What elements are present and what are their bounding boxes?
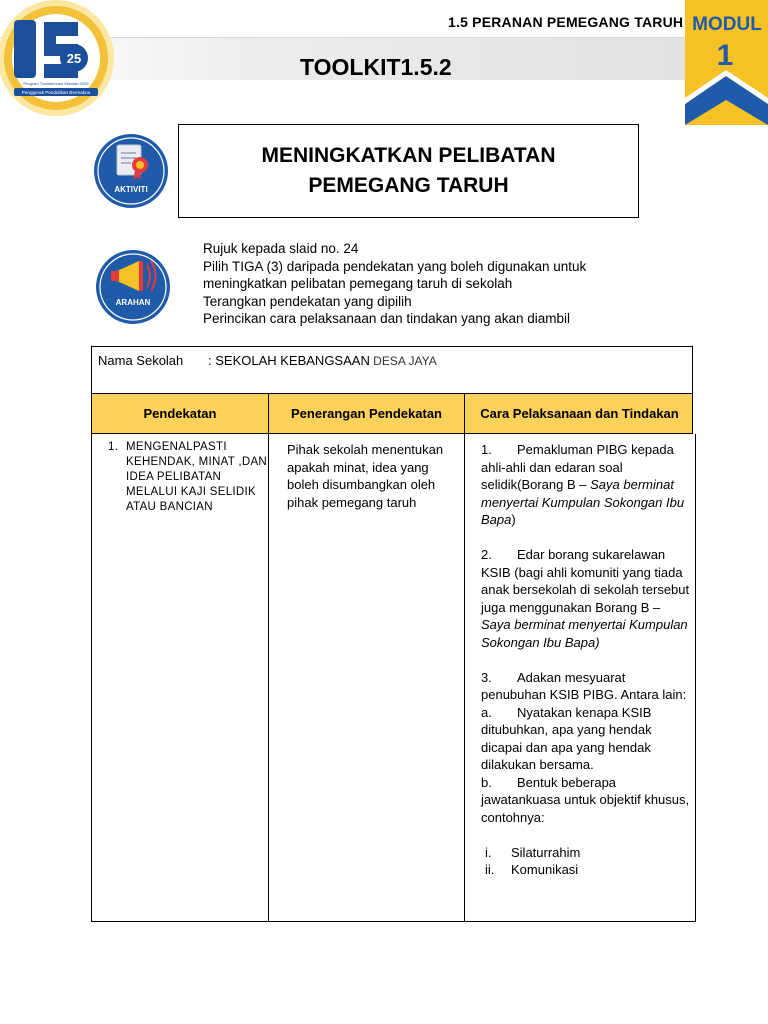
explanation-text: Pihak sekolah menentukan apakah minat, idea yang boleh disumbangkan oleh pihak pemegang taruh [287, 442, 444, 510]
instruction-item: Rujuk kepada slaid no. 24 [203, 241, 359, 256]
action-step-3 [481, 669, 691, 704]
table-row [91, 434, 696, 922]
substep-letter: b. [481, 774, 492, 790]
school-value [208, 353, 437, 368]
modul-number: 1 [716, 39, 734, 72]
substep-text: Bentuk beberapa jawatankuasa untuk objektif khusus, contohnya: [481, 774, 690, 825]
title-line-1: MENINGKATKAN PELIBATAN [261, 144, 556, 167]
approach-text: MENGENALPASTI KEHENDAK, MINAT ,DAN IDEA PELIBATAN MELALUI KAJI SELIDIK ATAU BANCIAN [126, 441, 268, 513]
explanation-cell [269, 434, 465, 921]
aktiviti-badge-icon [93, 133, 169, 209]
program-logo [0, 0, 120, 125]
logo-number: 25 [66, 51, 82, 66]
step-italic: Saya berminat menyertai Kumpulan Sokongan Ibu Bapa [481, 477, 685, 527]
school-row [91, 346, 693, 393]
step-text: Adakan mesyuarat penubuhan KSIB PIBG. Antara lain: [481, 669, 687, 702]
modul-label: MODUL [692, 14, 762, 35]
aktiviti-label: AKTIVITI [114, 185, 148, 194]
table-header-row [91, 393, 693, 434]
step-text: Pemakluman PIBG kepada ahli-ahli dan edaran soal selidik(Borang B – [481, 442, 674, 492]
arahan-badge-icon [95, 249, 171, 325]
step-italic: Saya berminat menyertai Kumpulan Sokongan Ibu Bapa) [481, 617, 688, 650]
approach-number: 1. [108, 441, 119, 453]
school-label: Nama Sekolah [98, 353, 184, 368]
page-title [178, 124, 639, 218]
section-title: 1.5 PERANAN PEMEGANG TARUH [448, 14, 684, 30]
example-text: Komunikasi [511, 862, 579, 877]
step-number: 3. [481, 669, 492, 685]
step-number: 2. [481, 547, 492, 562]
instruction-item: Pilih TIGA (3) daripada pendekatan yang boleh digunakan untuk [203, 258, 587, 274]
header-penerangan: Penerangan Pendekatan [269, 394, 465, 433]
school-value-rest: DESA JAYA [369, 354, 437, 368]
action-substep-a [481, 704, 691, 774]
instruction-item: meningkatkan pelibatan pemegang taruh di sekolah [203, 276, 513, 291]
substep-letter: a. [481, 704, 492, 720]
action-example-i [481, 844, 691, 862]
action-substep-b [481, 774, 691, 827]
instruction-item: Terangkan pendekatan yang dipilih [203, 293, 412, 309]
instruction-item: Perincikan cara pelaksanaan dan tindakan yang akan diambil [203, 311, 570, 326]
approach-cell [92, 434, 269, 921]
header-cara-pelaksanaan: Cara Pelaksanaan dan Tindakan [480, 406, 679, 421]
logo-subtitle: Program Transformasi Sekolah 2025 [23, 81, 89, 86]
instructions-list [203, 240, 586, 328]
step-end: ) [511, 512, 516, 527]
logo-tagline: Penggerak Pendidikan Bermakna [21, 90, 91, 95]
roman-number: i. [485, 844, 492, 860]
school-value-main: : SEKOLAH KEBANGSAAN [208, 353, 370, 368]
example-text: Silaturrahim [511, 844, 581, 860]
title-line-2: PEMEGANG TARUH [308, 174, 509, 197]
toolkit-title: TOOLKIT1.5.2 [300, 54, 452, 80]
arahan-label: ARAHAN [115, 298, 151, 307]
modul-badge [685, 0, 768, 125]
header-pendekatan: Pendekatan [92, 394, 269, 433]
action-step-2 [481, 546, 691, 651]
step-number: 1. [481, 442, 492, 457]
action-example-ii [481, 861, 691, 879]
actions-cell [465, 434, 695, 921]
action-step-1 [481, 441, 691, 529]
substep-text: Nyatakan kenapa KSIB ditubuhkan, apa yang hendak dicapai dan apa yang hendak dilakukan bersama. [481, 704, 652, 772]
step-text: Edar borang sukarelawan KSIB (bagi ahli komuniti yang tiada anak bersekolah di sekolah tersebut juga menggunakan Borang B – [481, 547, 690, 615]
roman-number: ii. [485, 862, 495, 877]
